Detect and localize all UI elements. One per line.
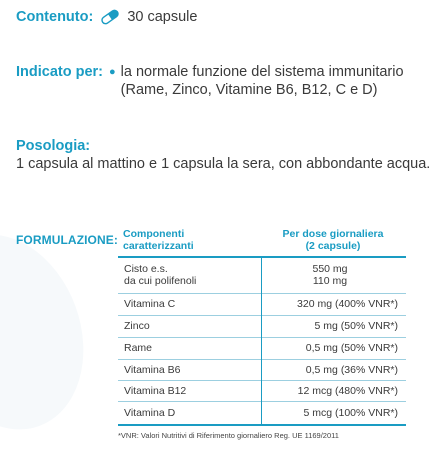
component-value: 5 mcg (100% VNR*): [262, 401, 407, 425]
component-name: Vitamina B12: [118, 380, 262, 401]
component-name: Vitamina C: [118, 293, 262, 315]
footnote: *VNR: Valori Nutritivi di Riferimento giornaliero Reg. UE 1169/2011: [118, 431, 339, 440]
contenuto-label: Contenuto:: [16, 9, 94, 25]
indicato-row: [16, 63, 431, 99]
header-components: Componenti caratterizzanti: [123, 228, 194, 252]
formulazione-label: FORMULAZIONE:: [16, 233, 118, 247]
header-dose: Per dose giornaliera (2 capsule): [282, 228, 384, 252]
component-value: 12 mcg (480% VNR*): [262, 380, 407, 401]
component-value: 0,5 mg (50% VNR*): [262, 337, 407, 359]
table-row: [118, 257, 406, 293]
indicato-label: Indicato per:: [16, 64, 104, 80]
component-value: 550 mg: [312, 263, 348, 276]
indicato-text: la normale funzione del sistema immunitario (Rame, Zinco, Vitamine B6, B12, C e D): [120, 64, 404, 98]
table-row: [118, 380, 406, 401]
component-name: Vitamina D: [118, 401, 262, 425]
component-value: 5 mg (50% VNR*): [262, 315, 407, 337]
component-value: 320 mg (400% VNR*): [262, 293, 407, 315]
background-decoration: [0, 212, 110, 451]
component-name: Zinco: [118, 315, 262, 337]
component-name: Vitamina B6: [118, 359, 262, 380]
table-row: [118, 359, 406, 380]
component-value: 0,5 mg (36% VNR*): [262, 359, 407, 380]
component-name: Cisto e.s.: [124, 263, 168, 276]
table-row: [118, 337, 406, 359]
posologia-label: Posologia:: [16, 138, 91, 154]
component-value-sub: 110 mg: [312, 275, 348, 288]
component-name: Rame: [118, 337, 262, 359]
capsule-icon: [99, 9, 121, 25]
formulation-table: [118, 256, 406, 426]
table-row: [118, 293, 406, 315]
bullet-icon: ●: [109, 66, 116, 78]
table-row: [118, 315, 406, 337]
table-row: [118, 401, 406, 425]
posologia-text: 1 capsula al mattino e 1 capsula la sera, con abbondante acqua.: [16, 156, 431, 172]
component-name-sub: da cui polifenoli: [124, 275, 197, 288]
contenuto-value: 30 capsule: [127, 9, 198, 25]
contenuto-row: [16, 9, 197, 25]
